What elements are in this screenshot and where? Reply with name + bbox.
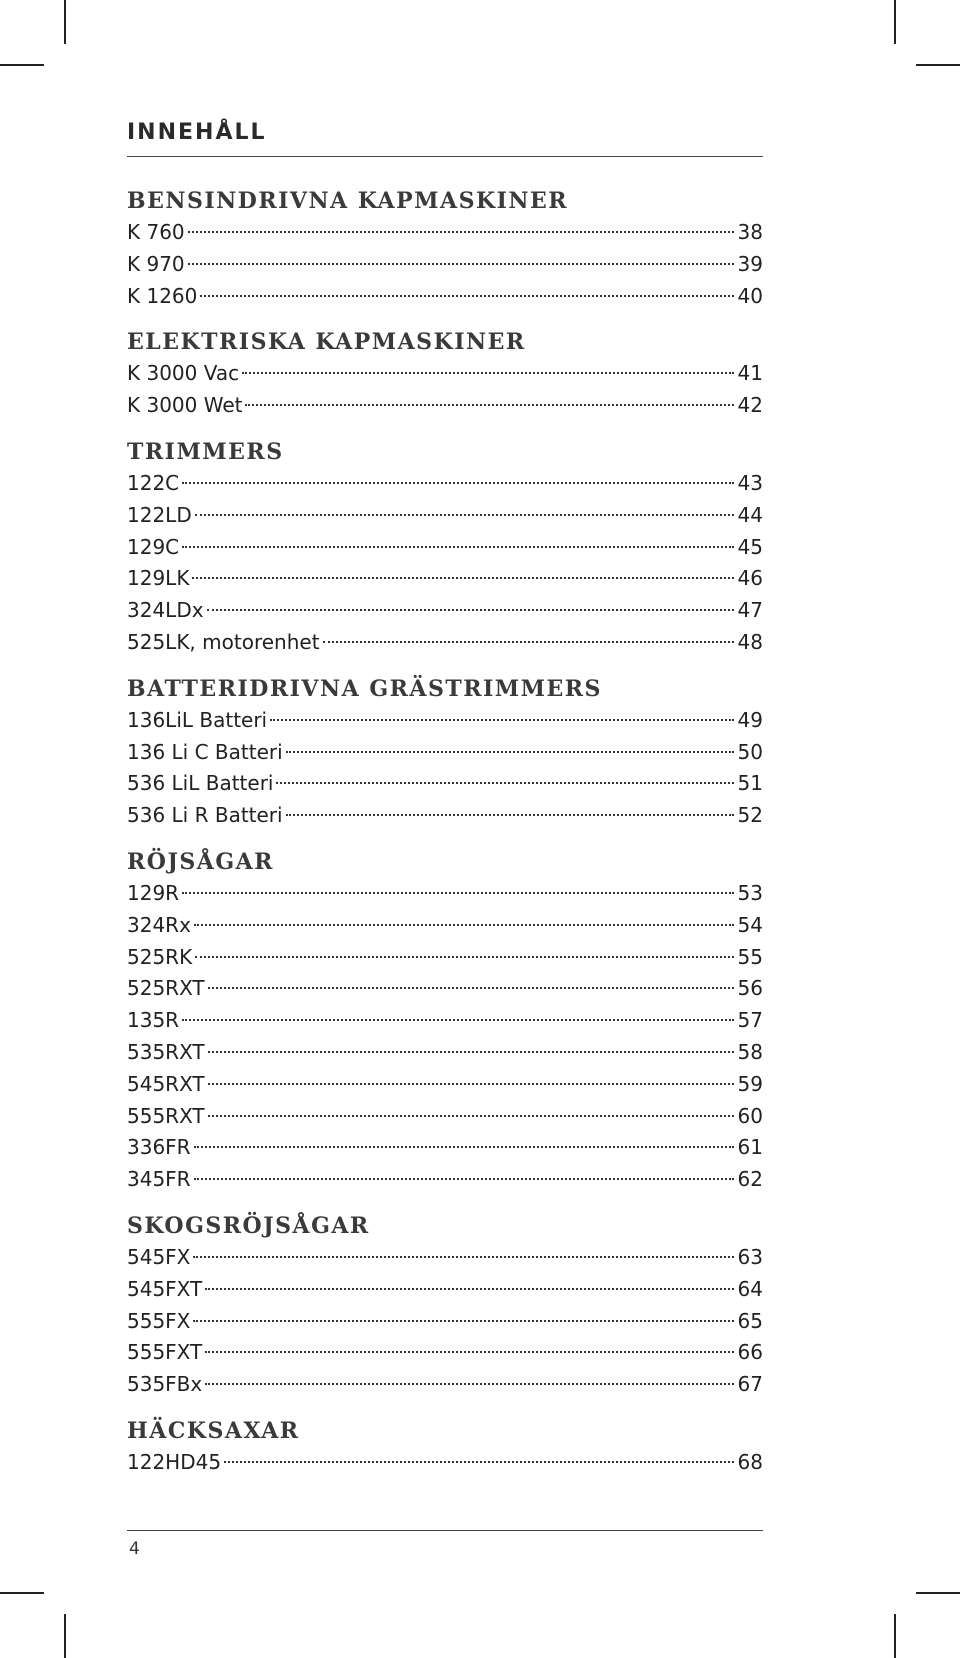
toc-sections [127,185,763,1479]
toc-entry-page-number: 47 [737,598,763,623]
toc-entry[interactable] [127,390,763,422]
toc-entry-page-number: 52 [737,803,763,828]
toc-entry-name: 555FX [127,1308,191,1333]
toc-entry[interactable] [127,532,763,564]
dot-leader [182,1019,733,1021]
toc-entry-page-number: 44 [737,502,763,527]
toc-entry[interactable] [127,1306,763,1338]
dot-leader [200,295,733,297]
toc-entry-name: 345FR [127,1167,191,1192]
toc-entry[interactable] [127,973,763,1005]
toc-entry[interactable] [127,595,763,627]
toc-entry[interactable] [127,768,763,800]
toc-entry-name: K 3000 Wet [127,393,243,418]
toc-entry[interactable] [127,563,763,595]
toc-entry[interactable] [127,217,763,249]
dot-leader [323,641,734,643]
toc-entry[interactable] [127,1005,763,1037]
crop-mark-bottom-left-vertical [64,1614,66,1658]
table-of-contents [127,118,763,1493]
toc-entry-page-number: 43 [737,470,763,495]
toc-entry-name: 135R [127,1008,180,1033]
dot-leader [270,719,733,721]
toc-entry-name: 122LD [127,502,192,527]
section-heading: BENSINDRIVNA KAPMASKINER [127,188,569,214]
toc-entry-name: 555FXT [127,1340,203,1365]
toc-entry-page-number: 68 [737,1449,763,1474]
section-heading: SKOGSRÖJSÅGAR [127,1212,370,1239]
page-title: INNEHÅLL [127,120,267,145]
toc-entry-page-number: 50 [737,739,763,764]
dot-leader [182,546,733,548]
toc-entry[interactable] [127,942,763,974]
toc-entry[interactable] [127,1274,763,1306]
toc-entry-name: 545FXT [127,1276,203,1301]
dot-leader [205,1351,733,1353]
toc-entry-page-number: 38 [737,220,763,244]
toc-entry[interactable] [127,1132,763,1164]
dot-leader [208,1051,734,1053]
crop-mark-bottom-right-horizontal [916,1592,960,1594]
section-heading: HÄCKSAXAR [127,1417,300,1444]
crop-mark-top-left-vertical [64,0,66,44]
page-number: 4 [129,1539,140,1559]
toc-section [127,185,763,312]
toc-entry-page-number: 39 [737,251,763,276]
dot-leader [194,924,734,926]
toc-entry-page-number: 51 [737,771,763,796]
toc-entry-page-number: 55 [737,944,763,969]
toc-entry[interactable] [127,1447,763,1479]
toc-entry-name: K 970 [127,251,185,276]
toc-entry-name: 324Rx [127,912,191,937]
toc-entry-name: 122HD45 [127,1449,222,1474]
toc-entry[interactable] [127,281,763,313]
toc-entry-page-number: 46 [737,566,763,591]
section-heading: RÖJSÅGAR [127,848,274,875]
toc-entry-name: 129R [127,880,180,905]
toc-entry-name: 324LDx [127,598,204,623]
toc-section [127,326,763,422]
toc-entry-page-number: 63 [737,1244,763,1269]
toc-entry-name: 535FBx [127,1372,203,1397]
toc-entry[interactable] [127,500,763,532]
toc-entry-name: 525RXT [127,976,205,1001]
toc-section [127,673,763,832]
dot-leader [195,514,734,516]
toc-entry-name: 129LK [127,566,190,591]
toc-entry-page-number: 59 [737,1071,763,1096]
dot-leader [188,263,734,265]
toc-entry-page-number: 41 [737,361,763,386]
crop-mark-top-right-horizontal [916,64,960,66]
toc-entry-page-number: 60 [737,1103,763,1128]
dot-leader [182,482,733,484]
toc-section [127,1415,763,1479]
section-heading: ELEKTRISKA KAPMASKINER [127,329,526,356]
toc-entry[interactable] [127,468,763,500]
toc-entry-name: 136 Li C Batteri [127,739,283,764]
toc-entry-name: 535RXT [127,1039,205,1064]
section-heading: BATTERIDRIVNA GRÄSTRIMMERS [127,675,602,702]
toc-entry-page-number: 57 [737,1008,763,1033]
toc-entry[interactable] [127,1242,763,1274]
toc-entry[interactable] [127,910,763,942]
toc-entry-page-number: 65 [737,1308,763,1333]
toc-entry-name: 525LK, motorenhet [127,629,320,654]
dot-leader [205,1383,733,1385]
toc-entry[interactable] [127,1164,763,1196]
dot-leader [182,892,733,894]
toc-entry-name: 536 LiL Batteri [127,771,274,796]
dot-leader [276,782,733,784]
toc-entry-name: 545RXT [127,1071,205,1096]
toc-entry[interactable] [127,1337,763,1369]
toc-entry-page-number: 54 [737,912,763,937]
toc-entry-page-number: 56 [737,976,763,1001]
section-heading: TRIMMERS [127,438,284,465]
toc-section [127,436,763,659]
crop-mark-top-right-vertical [894,0,896,44]
dot-leader [245,404,733,406]
toc-entry-page-number: 53 [737,880,763,905]
toc-entry-name: 525RK [127,944,193,969]
toc-entry-page-number: 40 [737,283,763,308]
toc-entry-name: K 760 [127,220,185,244]
toc-entry-page-number: 61 [737,1135,763,1160]
toc-entry[interactable] [127,737,763,769]
dot-leader [192,577,733,579]
crop-mark-top-left-horizontal [0,64,44,66]
crop-mark-bottom-left-horizontal [0,1592,44,1594]
toc-entry[interactable] [127,358,763,390]
crop-mark-bottom-right-vertical [894,1614,896,1658]
toc-entry-name: K 3000 Vac [127,361,240,386]
dot-leader [193,1256,733,1258]
toc-entry[interactable] [127,878,763,910]
toc-entry-page-number: 58 [737,1039,763,1064]
toc-entry-page-number: 45 [737,534,763,559]
dot-leader [208,1115,734,1117]
dot-leader [208,987,734,989]
title-divider [127,156,763,157]
toc-entry[interactable] [127,705,763,737]
dot-leader [286,751,734,753]
toc-entry[interactable] [127,1037,763,1069]
dot-leader [224,1461,733,1463]
toc-section [127,846,763,1196]
toc-entry-name: K 1260 [127,283,198,308]
dot-leader [188,231,734,233]
toc-entry-page-number: 67 [737,1372,763,1397]
dot-leader [194,1178,734,1180]
toc-entry-name: 536 Li R Batteri [127,803,283,828]
dot-leader [286,814,734,816]
toc-entry-page-number: 49 [737,707,763,732]
toc-entry[interactable] [127,800,763,832]
toc-entry-page-number: 42 [737,393,763,418]
toc-entry-name: 129C [127,534,180,559]
dot-leader [208,1083,734,1085]
toc-entry-name: 136LiL Batteri [127,707,268,732]
dot-leader [195,956,733,958]
footer-divider [127,1530,763,1531]
toc-entry-name: 122C [127,470,180,495]
toc-section [127,1210,763,1401]
toc-entry-page-number: 64 [737,1276,763,1301]
toc-entry-page-number: 62 [737,1167,763,1192]
toc-entry[interactable] [127,1069,763,1101]
toc-entry-page-number: 66 [737,1340,763,1365]
dot-leader [207,609,734,611]
toc-entry[interactable] [127,249,763,281]
toc-entry[interactable] [127,1101,763,1133]
toc-entry-name: 336FR [127,1135,191,1160]
dot-leader [193,1320,733,1322]
dot-leader [194,1146,734,1148]
toc-entry-name: 545FX [127,1244,191,1269]
dot-leader [205,1288,733,1290]
toc-entry[interactable] [127,627,763,659]
dot-leader [242,372,733,374]
toc-entry-page-number: 48 [737,629,763,654]
toc-entry-name: 555RXT [127,1103,205,1128]
toc-entry[interactable] [127,1369,763,1401]
